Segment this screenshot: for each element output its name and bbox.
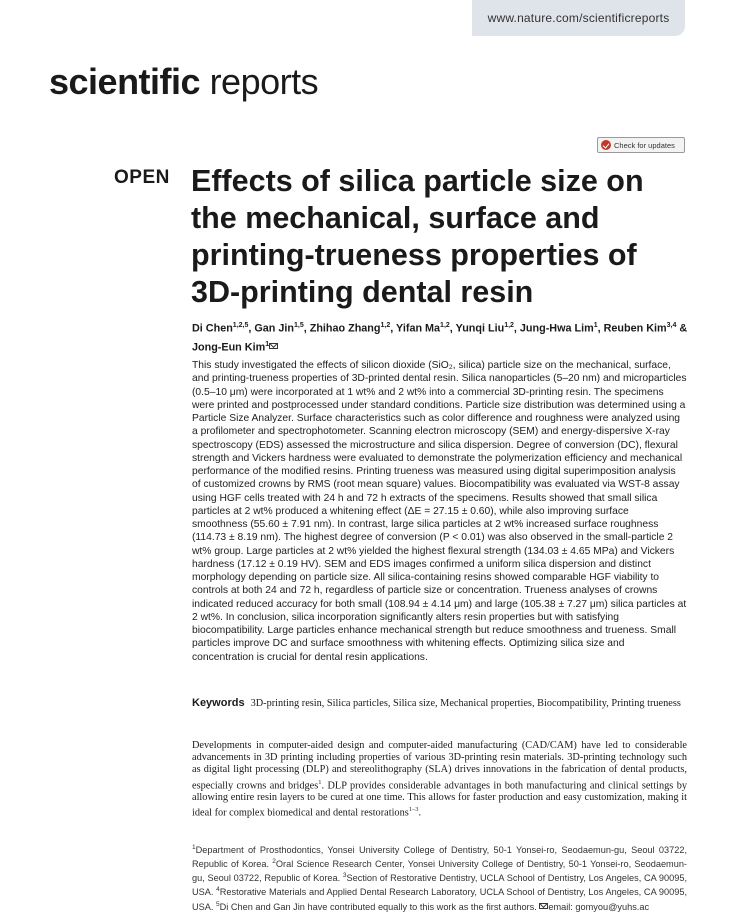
- check-updates-label: Check for updates: [614, 140, 675, 150]
- journal-logo: [49, 61, 319, 102]
- corresponding-email[interactable]: email: gomyou@yuhs.ac: [548, 901, 650, 912]
- affiliations: [192, 842, 687, 913]
- author-name[interactable]: Yunqi Liu: [455, 322, 505, 335]
- author-name[interactable]: Gan Jin: [254, 322, 294, 335]
- author-name[interactable]: Zhihao Zhang: [309, 322, 381, 335]
- citation-link[interactable]: 1–3: [408, 806, 419, 814]
- aff-text: Section of Restorative Dentistry, UCLA School of Dentistry, Los Angeles, CA 90095, USA.: [192, 873, 687, 898]
- author-aff: 1,5: [293, 322, 304, 329]
- author-name[interactable]: Di Chen: [192, 322, 233, 335]
- aff-num: 3: [342, 872, 347, 880]
- aff-text: Department of Prosthodontics, Yonsei University College of Dentistry, 50-1 Yonsei-ro, Seodaemun-gu, Seoul 03722, Republic of Korea.: [192, 845, 687, 870]
- aff-num: 4: [216, 886, 220, 894]
- citation-link[interactable]: 1: [318, 778, 322, 786]
- journal-url[interactable]: www.nature.com/scientificreports: [487, 11, 670, 25]
- aff-text: Oral Science Research Center, Yonsei University College of Dentistry, 50-1 Yonsei-ro, Seodaemun-gu, Seoul 03722, Republic of Korea.: [192, 859, 687, 884]
- aff-text: Restorative Materials and Applied Dental Research Laboratory, UCLA School of Dentistry, Los Angeles, CA 90095, USA.: [192, 887, 688, 912]
- author-aff: 1,2,5: [232, 322, 249, 329]
- author-aff: 1: [265, 340, 270, 348]
- corresponding-email-icon: [269, 343, 278, 349]
- aff-text: Di Chen and Gan Jin have contributed equally to this work as the first authors.: [219, 901, 540, 912]
- keywords-label: Keywords: [192, 697, 245, 709]
- author-aff: 1,2: [380, 322, 391, 329]
- intro-text: .: [418, 807, 422, 819]
- aff-num: 5: [216, 900, 220, 908]
- email-icon: [539, 903, 548, 909]
- author-aff: 3,4: [666, 322, 677, 329]
- author-list: Di Chen$^{1,2,5}$, Gan Jin$^{1,5}$, Zhihao Zhang$^{1,2}$, Yifan Ma$^{1,2}$, Yunqi Liu$^{1,2}$, Jung-Hwa Lim$^1$, Reuben Kim$^{3,4}$ & Jong-Eun Kim$^1$: [192, 322, 688, 354]
- keywords-text: 3D-printing resin, Silica particles, Silica size, Mechanical properties, Biocompatibility, Printing trueness: [250, 698, 681, 709]
- author-name[interactable]: Reuben Kim: [603, 322, 667, 335]
- logo-rest: reports: [200, 61, 319, 102]
- check-for-updates-badge[interactable]: [597, 137, 685, 153]
- journal-url-tab[interactable]: [472, 0, 685, 36]
- author-aff: 1,2: [504, 322, 514, 329]
- aff-num: 1: [192, 844, 196, 851]
- author-name[interactable]: Jong-Eun Kim: [192, 341, 266, 354]
- logo-bold: scientific: [49, 61, 201, 102]
- check-updates-icon: [601, 140, 611, 150]
- aff-num: 2: [272, 858, 276, 866]
- intro-text: . DLP provides considerable advantages in both manufacturing and clinical settings by allowing entire resin layers to be cured at one time. This allows for faster production and easy customization, making it ideal for complex biomedical and dental restorations: [192, 780, 687, 819]
- intro-text: Developments in computer-aided design and computer-aided manufacturing (CAD/CAM) have led to considerable advancements in 3D printing including properties of various 3D-printing resin materials. 3D-printing technology such as digital light processing (DLP) and stereolithography (SLA) drives innovations in the fabrication of dental products, especially crowns and bridges: [192, 740, 687, 792]
- open-access-label: OPEN: [114, 167, 170, 188]
- abstract: This study investigated the effects of silicon dioxide (SiO₂, silica) particle size on the mechanical, surface, and printing-trueness properties of 3D-printed dental resin. Silica nanoparticles (5–20 nm) and microparticles (0.5–10 μm) were incorporated at 1 wt% and 2 wt% into a commercial 3D-printing resin. The specimens were printed and postprocessed under standard conditions. Particle size distribution was determined using a Particle Size Analyzer. Surface characteristics such as color difference and roughness were analyzed using a profilometer and spectrophotometer. Scanning electron microscopy (SEM) and energy-dispersive X-ray spectroscopy (EDS) assessed the microstructure and silica dispersion. Degree of conversion (DC), flexural strength and Vickers hardness were evaluated to demonstrate the polymerization efficiency and mechanical performance of the modified resins. Printing trueness was measured using digital superimposition analysis of customized crowns by RMS (root mean square) values. Biocompatibility was evaluated via WST-8 assay using HGF cells treated with 24 h and 72 h extracts of the specimens. Results showed that small silica particles at 2 wt% produced a whitening effect (ΔE = 27.15 ± 0.60), while also improving surface smoothness (55.60 ± 7.91 nm). In contrast, large silica particles at 2 wt% increased surface roughness (114.73 ± 8.19 nm). The highest degree of conversion (P < 0.01) was also observed in the small-particle 2 wt% group. Large particles at 2 wt% yielded the highest flexural strength (134.03 ± 4.65 MPa) and Vickers hardness (17.12 ± 0.19 HV). SEM and EDS images confirmed a uniform silica dispersion and distinct morphology depending on particle size. All silica-containing resins showed comparable HGF viability to controls at both 24 and 72 h, regardless of particle size or concentration. Trueness analyses of crowns indicated reduced accuracy for both small (108.94 ± 4.14 μm) and large (105.38 ± 7.27 μm) silica particles at 2 wt%. In conclusion, silica incorporation significantly alters resin properties but with satisfying biocompatibility. Large particles enhance mechanical strength but reduce smoothness and trueness. Small particles improve DC and surface smoothness with whitening effects. Optimizing silica size and concentration is crucial for dental resin applications.: [192, 360, 687, 663]
- author-aff: 1: [593, 322, 598, 329]
- author-name[interactable]: Yifan Ma: [396, 322, 441, 335]
- author-aff: 1,2: [440, 322, 450, 329]
- author-name[interactable]: Jung-Hwa Lim: [519, 322, 594, 335]
- keywords: [192, 697, 687, 710]
- intro-paragraph: [192, 740, 687, 820]
- article-title: Effects of silica particle size on the mechanical, surface and printing-trueness properties of 3D-printing dental resin: [191, 164, 644, 309]
